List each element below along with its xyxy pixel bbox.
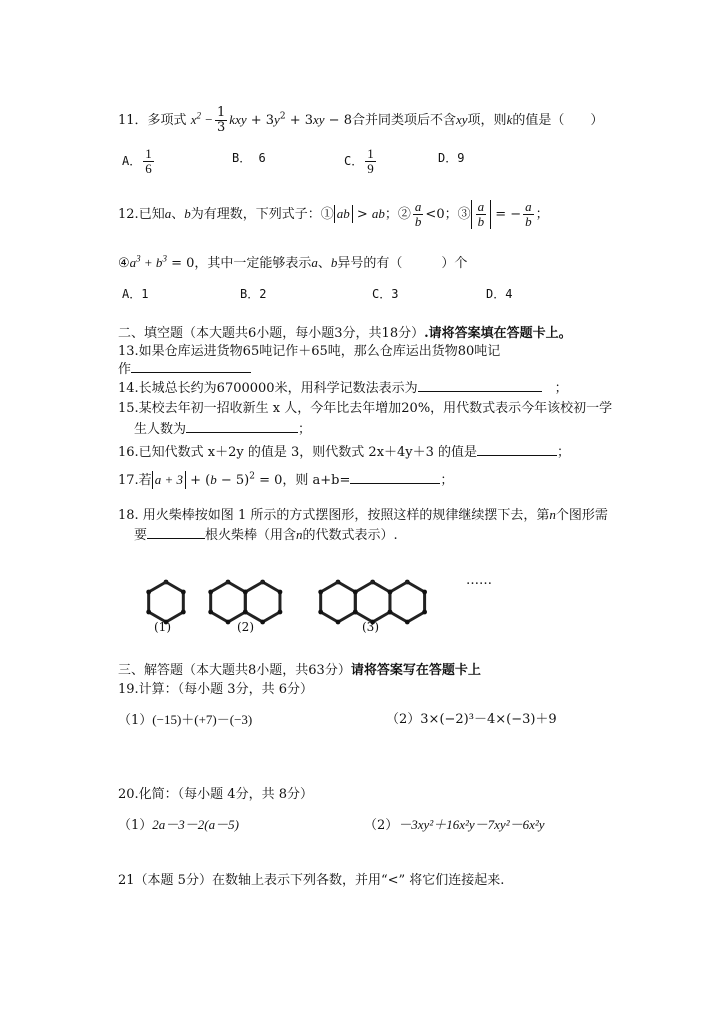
q20-part-1: （1）2a－3－2(a－5) — [118, 817, 239, 833]
matchstick — [166, 582, 183, 592]
matchstick — [390, 582, 407, 592]
matchstick — [321, 612, 338, 622]
matchstick — [407, 582, 424, 592]
matchstick — [245, 582, 262, 592]
q11-option-a: A． $\frac{1}{6}$ — [122, 146, 152, 176]
q19-part-2: （2）3×(−2)³－4×(−3)＋9 — [386, 712, 557, 727]
matchstick — [149, 582, 166, 592]
matchstick-head — [260, 620, 265, 625]
matchstick-head — [318, 590, 323, 595]
matchstick-head — [405, 620, 410, 625]
q11-option-c: C． $\frac{1}{9}$ — [344, 146, 374, 176]
matchstick-head — [181, 610, 186, 615]
q11-option-b: B． 6 — [232, 151, 266, 165]
matchstick-head — [226, 620, 231, 625]
q16-line: 16.已知代数式 x＋2y 的值是 3，则代数式 2x＋4y＋3 的值是 ； — [118, 445, 571, 460]
matchstick — [355, 582, 372, 592]
matchstick-head — [243, 590, 248, 595]
section-2-heading: 二、填空题（本大题共6小题，每小题3分，共18分）.请将答案填在答题卡上。 — [118, 326, 572, 341]
q17-line: 17.若 $a + 3 + (b - 5)^2 = 0$，则 a+b= ； — [118, 471, 454, 488]
q11-option-a-fraction: $\frac{1}{6}$ — [145, 146, 152, 176]
q14-answer-blank[interactable] — [418, 379, 542, 392]
matchstick-head — [208, 610, 213, 615]
matchstick-head — [422, 610, 427, 615]
figure-ellipsis: …… — [466, 573, 492, 588]
q12-option-b: B．2 — [240, 287, 267, 301]
matchstick-head — [146, 610, 151, 615]
q11-option-c-fraction: $\frac{1}{9}$ — [367, 146, 374, 176]
q11-text-d: 的值是（ ） — [512, 113, 604, 128]
matchstick — [211, 582, 228, 592]
matchstick — [338, 582, 355, 592]
q13-answer-blank[interactable] — [131, 360, 251, 373]
matchstick — [390, 612, 407, 622]
figure-label-3: (3) — [362, 620, 379, 634]
q19-title: 19.计算：（每小题 3分，共 6分） — [118, 682, 313, 697]
matchstick-head — [422, 590, 427, 595]
figure-label-2: (2) — [237, 620, 254, 634]
q21-line: 21（本题 5分）在数轴上表示下列各数，并用“<” 将它们连接起来. — [118, 873, 505, 888]
q18-line-1: 18. 用火柴棒按如图 1 所示的方式摆图形，按照这样的规律继续摆下去，第n个图形需 — [118, 507, 608, 523]
q12-abs-ab: ab — [334, 205, 353, 223]
figure-label-1: (1) — [154, 620, 171, 634]
q12-line-2: $④a^3 + b^3 = 0$，其中一定能够表示a、b异号的有（ ）个 — [118, 253, 468, 271]
q11-number: 11． — [118, 113, 148, 128]
q12-line-1: 12.已知a、b为有理数，下列式子：① ab > ab；② $\frac{a}{b}$ <0；③ $\frac{a}{b}$ = − $\frac{a}{b}$ ； — [118, 199, 549, 229]
matchstick-head — [318, 610, 323, 615]
matchstick-head — [208, 590, 213, 595]
matchstick — [321, 582, 338, 592]
q17-answer-blank[interactable] — [350, 471, 440, 484]
q15-line-2: 生人数为 ； — [134, 422, 312, 437]
q13-line-1: 13.如果仓库运进货物65吨记作＋65吨，那么仓库运出货物80吨记 — [118, 344, 501, 359]
q19-part-1: （1）(−15)＋(+7)－(−3) — [118, 712, 253, 728]
q12-fraction-a-over-b: $\frac{a}{b}$ — [414, 199, 422, 229]
q12-option-d: D．4 — [486, 287, 513, 301]
matchstick — [263, 582, 280, 592]
q16-answer-blank[interactable] — [477, 443, 557, 456]
q12-cube-sum: $a^3 + b^3$ — [129, 253, 167, 270]
matchstick-head — [181, 590, 186, 595]
q11-text-b: 合并同类项后不含 — [351, 113, 456, 128]
matchstick-figures — [0, 560, 718, 650]
matchstick-head — [336, 620, 341, 625]
section-3-heading: 三、解答题（本大题共8小题，共63分）请将答案写在答题卡上 — [118, 663, 481, 678]
q11-line: 11．多项式 $x^2$ − $\frac{1}{3}$ kxy + $3y^2 + 3xy - 8$合并同类项后不含xy项，则k的值是（ ） — [118, 105, 604, 135]
matchstick — [211, 612, 228, 622]
q12-abs-fraction: $\frac{a}{b}$ — [471, 200, 492, 229]
q15-answer-blank[interactable] — [186, 420, 298, 433]
matchstick-head — [353, 590, 358, 595]
q11-option-d: D．9 — [438, 151, 465, 165]
q11-fraction-one-third: $\frac{1}{3}$ — [217, 105, 226, 135]
matchstick-head — [388, 590, 393, 595]
q11-text-a: 多项式 — [147, 113, 187, 128]
q20-title: 20.化简：（每小题 4分，共 8分） — [118, 787, 313, 802]
matchstick-head — [243, 610, 248, 615]
q18-answer-blank[interactable] — [147, 526, 205, 539]
matchstick — [407, 612, 424, 622]
q11-polynomial: $x^2$ − — [190, 110, 214, 127]
q20-part-2: （2）－3xy²＋16x²y－7xy²－6x²y — [364, 817, 545, 833]
q15-line-1: 15.某校去年初一招收新生 x 人，今年比去年增加20%，用代数式表示今年该校初一学 — [118, 401, 613, 416]
matchstick — [338, 612, 355, 622]
matchstick-head — [278, 610, 283, 615]
q13-line-2: 作 — [118, 360, 251, 379]
matchstick-head — [278, 590, 283, 595]
q12-option-c: C．3 — [372, 287, 399, 301]
matchstick — [373, 582, 390, 592]
q12-option-a: A．1 — [122, 287, 149, 301]
q14-line: 14.长城总长约为6700000米，用科学记数法表示为 ； — [118, 381, 568, 396]
matchstick — [263, 612, 280, 622]
matchstick-head — [353, 610, 358, 615]
matchstick-head — [146, 590, 151, 595]
q17-abs-expression: a + 3 — [152, 471, 186, 489]
q18-line-2: 要 根火柴棒（用含n的代数式表示）. — [134, 527, 398, 543]
q11-text-c: 项，则 — [467, 113, 507, 128]
matchstick — [228, 582, 245, 592]
matchstick-head — [388, 610, 393, 615]
